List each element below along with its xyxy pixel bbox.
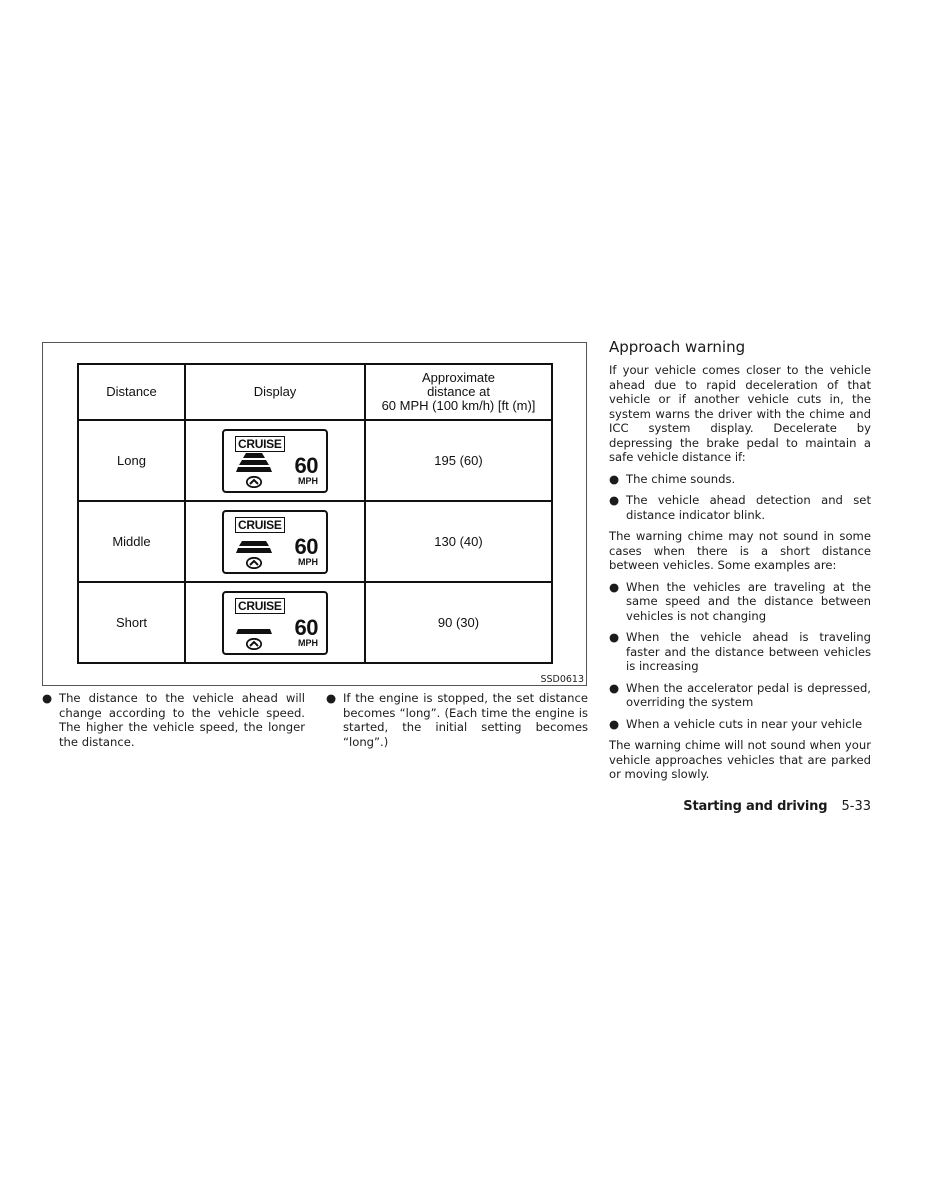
vehicle-ahead-icon [246, 638, 262, 650]
distance-label-middle: Middle [78, 501, 185, 582]
list-item [326, 691, 588, 749]
cruise-indicator: CRUISE [235, 598, 285, 614]
distance-value-middle: 130 (40) [365, 501, 552, 582]
bullet-icon: ● [609, 716, 620, 731]
speed-unit: MPH [298, 556, 318, 567]
list-item [609, 717, 871, 732]
display-cell-short [185, 582, 365, 663]
distance-value-short: 90 (30) [365, 582, 552, 663]
section-heading: Approach warning [609, 338, 746, 356]
bullet-icon: ● [609, 471, 620, 486]
bullet-text: When the accelerator pedal is depressed, overriding the system [626, 680, 871, 709]
closing-paragraph: The warning chime will not sound when your vehicle approaches vehicles that are parked or moving slowly. [609, 738, 871, 781]
display-cell-long [185, 420, 365, 501]
icc-display-middle [222, 510, 328, 574]
speed-readout: 60 [294, 533, 318, 559]
distance-bars-icon [236, 534, 272, 556]
distance-value-long: 195 (60) [365, 420, 552, 501]
list-item [609, 493, 871, 522]
list-item [609, 472, 871, 487]
page-footer [683, 799, 871, 814]
cruise-indicator: CRUISE [235, 436, 285, 452]
speed-unit: MPH [298, 475, 318, 486]
bullet-text: When a vehicle cuts in near your vehicle [626, 716, 863, 731]
list-item [42, 691, 305, 749]
figure-code: SSD0613 [540, 674, 584, 685]
bullet-icon: ● [326, 691, 337, 705]
bullet-icon: ● [609, 579, 620, 594]
distance-label-short: Short [78, 582, 185, 663]
middle-column [326, 691, 588, 749]
page-number: 5-33 [841, 799, 871, 814]
list-item [609, 580, 871, 624]
table-row-short [78, 582, 552, 663]
table-row-middle [78, 501, 552, 582]
bullet-icon: ● [609, 680, 620, 695]
header-approx-line-1: Approximate [422, 369, 495, 385]
header-approx-distance [365, 364, 552, 420]
bullet-text: The chime sounds. [626, 471, 736, 486]
header-distance: Distance [78, 364, 185, 420]
bullet-text: The distance to the vehicle ahead will change according to the vehicle speed. The higher the vehicle speed, the longer the distance. [59, 691, 305, 749]
note-paragraph: The warning chime may not sound in some cases when there is a short distance between vehicles. Some examples are: [609, 529, 871, 572]
distance-bars-icon [236, 615, 272, 637]
distance-table [77, 363, 553, 664]
bullet-icon: ● [42, 691, 53, 705]
icc-display-short [222, 591, 328, 655]
cruise-indicator: CRUISE [235, 517, 285, 533]
header-display: Display [185, 364, 365, 420]
distance-figure [42, 342, 587, 686]
vehicle-ahead-icon [246, 476, 262, 488]
bullet-icon: ● [609, 630, 620, 644]
bullet-text: If the engine is stopped, the set distance becomes “long”. (Each time the engine is started, the initial setting becomes “long”.) [343, 691, 588, 749]
header-approx-line-2: distance at [427, 383, 490, 399]
right-column [609, 338, 871, 789]
bullet-text: When the vehicle ahead is traveling faster and the distance between vehicles is increasing [626, 630, 871, 673]
speed-readout: 60 [294, 452, 318, 478]
speed-unit: MPH [298, 637, 318, 648]
bullet-text: When the vehicles are traveling at the same speed and the distance between vehicles is not changing [626, 579, 871, 623]
distance-label-long: Long [78, 420, 185, 501]
bullet-icon: ● [609, 493, 620, 507]
icc-display-long [222, 429, 328, 493]
vehicle-ahead-icon [246, 557, 262, 569]
footer-section-name: Starting and driving [683, 799, 828, 814]
left-column [42, 691, 305, 749]
list-item [609, 681, 871, 710]
display-cell-middle [185, 501, 365, 582]
intro-paragraph: If your vehicle comes closer to the vehicle ahead due to rapid deceleration of that vehicle or if another vehicle cuts in, the system warns the driver with the chime and ICC system display. Decelerate by depressing the brake pedal to maintain a safe vehicle distance if: [609, 363, 871, 464]
header-approx-line-3: 60 MPH (100 km/h) [ft (m)] [381, 398, 536, 414]
table-header-row [78, 364, 552, 420]
bullet-text: The vehicle ahead detection and set distance indicator blink. [626, 493, 871, 522]
table-row-long [78, 420, 552, 501]
distance-bars-icon [236, 453, 272, 475]
speed-readout: 60 [294, 614, 318, 640]
list-item [609, 630, 871, 674]
